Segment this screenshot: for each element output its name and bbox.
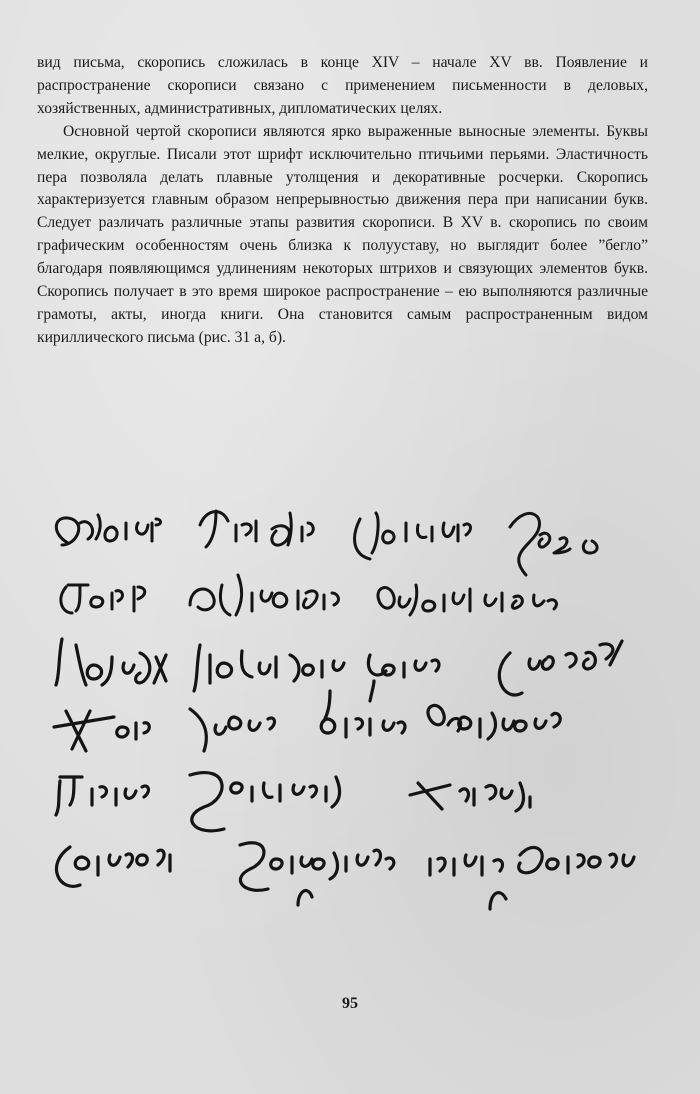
manuscript-illustration bbox=[40, 505, 660, 925]
manuscript-line-3 bbox=[56, 639, 622, 695]
page-number: 95 bbox=[342, 995, 358, 1012]
manuscript-line-2 bbox=[61, 575, 557, 615]
body-text bbox=[37, 52, 648, 350]
manuscript-line-1 bbox=[56, 511, 597, 575]
manuscript-line-5 bbox=[56, 773, 530, 831]
paragraph-1: вид письма, скоропись сложилась в конце XIV – начале XV вв. Появление и распространение скорописи связано с применением письменности в деловых, хозяйственных, административных, дипломатических целях. bbox=[37, 54, 648, 117]
manuscript-line-6 bbox=[56, 843, 634, 909]
manuscript-line-4 bbox=[54, 681, 560, 751]
paragraph-2: Основной чертой скорописи являются ярко выраженные выносные элементы. Буквы мелкие, округлые. Писали этот шрифт исключительно птичьими перьями. Эластичность пера позволяла делать плавные утолщения и декоративные росчерки. Скоропись характеризуется главным образом непрерывностью движения пера при написании букв. Следует различать различные этапы развития скорописи. В XV в. скоропись по своим графическим особенностям очень близка к полууставу, но выглядит более ”бегло” благодаря появляющимся удлинениям некоторых штрихов и связующих элементов букв. Скоропись получает в это время широкое распространение – ею выполняются различные грамоты, акты, иногда книги. Она становится самым распространенным видом кириллического письма (рис. 31 а, б). bbox=[37, 122, 648, 346]
